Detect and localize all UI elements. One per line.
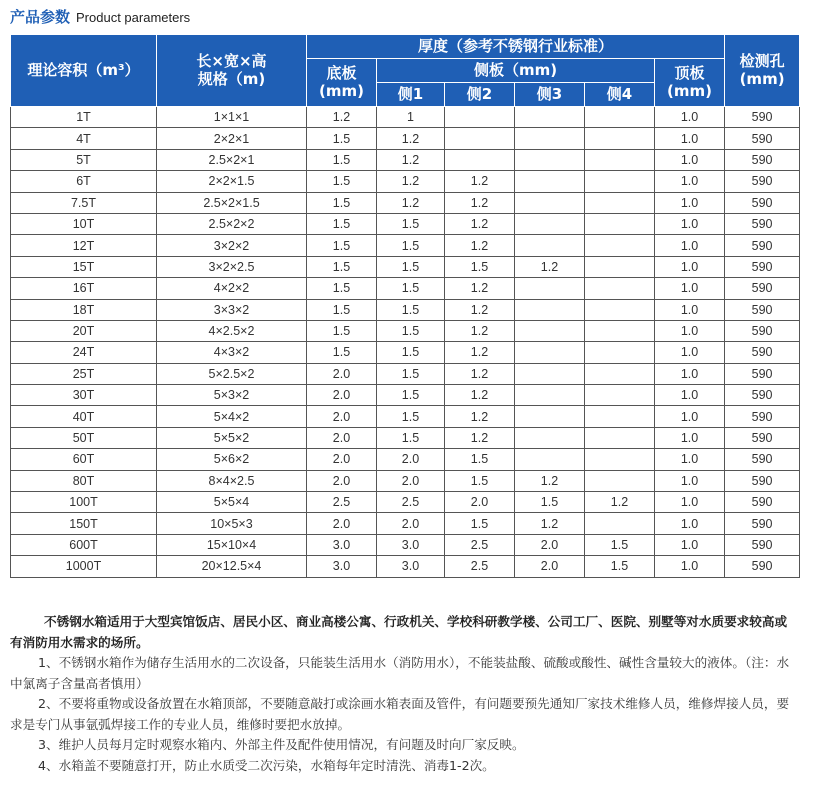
cell-side-4 bbox=[585, 107, 655, 128]
cell-dimensions: 20×12.5×4 bbox=[157, 556, 307, 577]
table-row bbox=[11, 299, 800, 320]
cell-top: 1.0 bbox=[655, 320, 725, 341]
table-row bbox=[11, 492, 800, 513]
cell-hole: 590 bbox=[725, 470, 800, 491]
cell-bottom: 1.5 bbox=[307, 128, 377, 149]
cell-top: 1.0 bbox=[655, 363, 725, 384]
cell-side-2: 1.2 bbox=[445, 342, 515, 363]
table-row bbox=[11, 513, 800, 534]
cell-top: 1.0 bbox=[655, 385, 725, 406]
cell-side-3 bbox=[515, 278, 585, 299]
cell-capacity: 5T bbox=[11, 149, 157, 170]
cell-bottom: 1.5 bbox=[307, 171, 377, 192]
header-hole-line1: 检测孔 bbox=[739, 52, 785, 71]
cell-side-4: 1.2 bbox=[585, 492, 655, 513]
cell-hole: 590 bbox=[725, 492, 800, 513]
table-row bbox=[11, 427, 800, 448]
cell-capacity: 12T bbox=[11, 235, 157, 256]
cell-capacity: 20T bbox=[11, 320, 157, 341]
usage-notes bbox=[10, 612, 799, 776]
header-side-4: 侧4 bbox=[585, 83, 655, 107]
cell-side-1: 1.5 bbox=[377, 342, 445, 363]
cell-side-3 bbox=[515, 320, 585, 341]
section-title bbox=[10, 6, 190, 28]
cell-capacity: 80T bbox=[11, 470, 157, 491]
cell-hole: 590 bbox=[725, 171, 800, 192]
cell-top: 1.0 bbox=[655, 171, 725, 192]
cell-side-4 bbox=[585, 470, 655, 491]
header-dimensions-line2: 规格（m) bbox=[197, 69, 266, 88]
cell-capacity: 6T bbox=[11, 171, 157, 192]
header-inspection-hole bbox=[725, 35, 800, 107]
table-row bbox=[11, 534, 800, 555]
cell-side-4 bbox=[585, 363, 655, 384]
cell-top: 1.0 bbox=[655, 107, 725, 128]
note-item-3: 3、维护人员每月定时观察水箱内、外部主件及配件使用情况，有问题及时向厂家反映。 bbox=[38, 737, 525, 752]
cell-side-1: 3.0 bbox=[377, 534, 445, 555]
cell-capacity: 40T bbox=[11, 406, 157, 427]
cell-dimensions: 3×3×2 bbox=[157, 299, 307, 320]
table-row bbox=[11, 128, 800, 149]
cell-side-4 bbox=[585, 299, 655, 320]
cell-side-3 bbox=[515, 235, 585, 256]
cell-side-3: 1.5 bbox=[515, 492, 585, 513]
cell-side-3 bbox=[515, 192, 585, 213]
cell-side-1: 1 bbox=[377, 107, 445, 128]
cell-side-3: 1.2 bbox=[515, 256, 585, 277]
note-item-1: 1、不锈钢水箱作为储存生活用水的二次设备，只能装生活用水（消防用水），不能装盐酸、硫酸或酸性、碱性含量较大的液体。（注：水中氯离子含量高者慎用） bbox=[10, 655, 790, 691]
header-side-3: 侧3 bbox=[515, 83, 585, 107]
cell-dimensions: 10×5×3 bbox=[157, 513, 307, 534]
cell-top: 1.0 bbox=[655, 449, 725, 470]
header-top-line2: (mm) bbox=[667, 81, 713, 100]
note-item-2: 2、不要将重物或设备放置在水箱顶部，不要随意敲打或涂画水箱表面及管件，有问题要预先通知厂家技术维修人员，维修焊接人员，要求是专门从事氩弧焊接工作的专业人员，维修时要把水放掉。 bbox=[10, 696, 790, 732]
table-row bbox=[11, 149, 800, 170]
cell-side-2: 1.2 bbox=[445, 363, 515, 384]
cell-side-4: 1.5 bbox=[585, 534, 655, 555]
table-row bbox=[11, 363, 800, 384]
cell-side-2: 2.0 bbox=[445, 492, 515, 513]
cell-side-1: 1.5 bbox=[377, 406, 445, 427]
cell-bottom: 1.5 bbox=[307, 192, 377, 213]
cell-side-2: 1.2 bbox=[445, 213, 515, 234]
header-dimensions bbox=[157, 35, 307, 107]
cell-top: 1.0 bbox=[655, 556, 725, 577]
cell-side-2: 1.2 bbox=[445, 235, 515, 256]
title-en: Product parameters bbox=[76, 10, 191, 25]
table-row bbox=[11, 192, 800, 213]
cell-hole: 590 bbox=[725, 235, 800, 256]
cell-capacity: 60T bbox=[11, 449, 157, 470]
cell-hole: 590 bbox=[725, 427, 800, 448]
cell-dimensions: 3×2×2.5 bbox=[157, 256, 307, 277]
cell-side-2: 1.2 bbox=[445, 427, 515, 448]
cell-dimensions: 2×2×1 bbox=[157, 128, 307, 149]
cell-capacity: 25T bbox=[11, 363, 157, 384]
cell-side-1: 1.5 bbox=[377, 213, 445, 234]
cell-side-1: 1.2 bbox=[377, 128, 445, 149]
cell-side-4 bbox=[585, 342, 655, 363]
cell-dimensions: 5×5×2 bbox=[157, 427, 307, 448]
cell-capacity: 10T bbox=[11, 213, 157, 234]
cell-hole: 590 bbox=[725, 385, 800, 406]
cell-capacity: 4T bbox=[11, 128, 157, 149]
cell-bottom: 1.2 bbox=[307, 107, 377, 128]
cell-top: 1.0 bbox=[655, 192, 725, 213]
cell-side-2: 1.5 bbox=[445, 513, 515, 534]
table-row bbox=[11, 406, 800, 427]
cell-top: 1.0 bbox=[655, 278, 725, 299]
cell-capacity: 1000T bbox=[11, 556, 157, 577]
cell-bottom: 2.0 bbox=[307, 470, 377, 491]
cell-side-3 bbox=[515, 449, 585, 470]
cell-side-1: 3.0 bbox=[377, 556, 445, 577]
cell-dimensions: 5×3×2 bbox=[157, 385, 307, 406]
cell-side-4 bbox=[585, 320, 655, 341]
cell-top: 1.0 bbox=[655, 427, 725, 448]
cell-capacity: 7.5T bbox=[11, 192, 157, 213]
table-row bbox=[11, 213, 800, 234]
cell-side-4 bbox=[585, 406, 655, 427]
note-item-4: 4、水箱盖不要随意打开，防止水质受二次污染，水箱每年定时清洗、消毒1-2次。 bbox=[38, 757, 495, 773]
cell-side-3 bbox=[515, 128, 585, 149]
cell-capacity: 16T bbox=[11, 278, 157, 299]
cell-side-2: 1.5 bbox=[445, 470, 515, 491]
cell-top: 1.0 bbox=[655, 406, 725, 427]
cell-capacity: 50T bbox=[11, 427, 157, 448]
table-body bbox=[11, 107, 800, 578]
header-side-plate: 侧板（mm) bbox=[377, 59, 655, 83]
cell-side-1: 1.5 bbox=[377, 385, 445, 406]
cell-capacity: 30T bbox=[11, 385, 157, 406]
cell-side-2: 1.2 bbox=[445, 278, 515, 299]
header-thickness: 厚度（参考不锈钢行业标准） bbox=[307, 35, 725, 59]
cell-side-3 bbox=[515, 213, 585, 234]
cell-side-1: 2.5 bbox=[377, 492, 445, 513]
cell-side-2 bbox=[445, 149, 515, 170]
cell-side-1: 1.5 bbox=[377, 299, 445, 320]
cell-side-4 bbox=[585, 128, 655, 149]
table-row bbox=[11, 256, 800, 277]
cell-hole: 590 bbox=[725, 342, 800, 363]
cell-capacity: 15T bbox=[11, 256, 157, 277]
cell-side-1: 1.5 bbox=[377, 427, 445, 448]
cell-hole: 590 bbox=[725, 256, 800, 277]
cell-side-2: 2.5 bbox=[445, 534, 515, 555]
cell-top: 1.0 bbox=[655, 213, 725, 234]
cell-capacity: 150T bbox=[11, 513, 157, 534]
cell-top: 1.0 bbox=[655, 513, 725, 534]
cell-bottom: 2.0 bbox=[307, 385, 377, 406]
cell-bottom: 1.5 bbox=[307, 235, 377, 256]
cell-bottom: 2.0 bbox=[307, 406, 377, 427]
cell-side-1: 2.0 bbox=[377, 449, 445, 470]
cell-bottom: 3.0 bbox=[307, 556, 377, 577]
cell-dimensions: 2.5×2×1 bbox=[157, 149, 307, 170]
cell-dimensions: 15×10×4 bbox=[157, 534, 307, 555]
cell-side-2: 1.2 bbox=[445, 385, 515, 406]
cell-side-1: 1.5 bbox=[377, 278, 445, 299]
cell-hole: 590 bbox=[725, 128, 800, 149]
cell-bottom: 1.5 bbox=[307, 299, 377, 320]
cell-side-4 bbox=[585, 427, 655, 448]
cell-bottom: 2.0 bbox=[307, 427, 377, 448]
table-row bbox=[11, 235, 800, 256]
header-top-line1: 顶板 bbox=[674, 64, 705, 83]
cell-side-4 bbox=[585, 235, 655, 256]
cell-hole: 590 bbox=[725, 406, 800, 427]
cell-side-3 bbox=[515, 107, 585, 128]
cell-top: 1.0 bbox=[655, 299, 725, 320]
cell-hole: 590 bbox=[725, 107, 800, 128]
cell-bottom: 2.5 bbox=[307, 492, 377, 513]
cell-side-2: 1.2 bbox=[445, 171, 515, 192]
cell-bottom: 2.0 bbox=[307, 449, 377, 470]
header-bottom-line1: 底板 bbox=[326, 64, 357, 83]
cell-side-3 bbox=[515, 149, 585, 170]
cell-side-2: 1.2 bbox=[445, 406, 515, 427]
cell-side-3 bbox=[515, 385, 585, 406]
cell-dimensions: 2.5×2×1.5 bbox=[157, 192, 307, 213]
cell-side-4 bbox=[585, 149, 655, 170]
table-row bbox=[11, 556, 800, 577]
cell-side-4 bbox=[585, 449, 655, 470]
cell-dimensions: 5×2.5×2 bbox=[157, 363, 307, 384]
cell-hole: 590 bbox=[725, 192, 800, 213]
cell-side-3 bbox=[515, 171, 585, 192]
cell-top: 1.0 bbox=[655, 256, 725, 277]
cell-side-3: 2.0 bbox=[515, 534, 585, 555]
cell-hole: 590 bbox=[725, 449, 800, 470]
cell-top: 1.0 bbox=[655, 470, 725, 491]
cell-dimensions: 8×4×2.5 bbox=[157, 470, 307, 491]
table-row bbox=[11, 107, 800, 128]
cell-side-3: 1.2 bbox=[515, 513, 585, 534]
cell-top: 1.0 bbox=[655, 128, 725, 149]
cell-side-2 bbox=[445, 128, 515, 149]
cell-side-1: 1.2 bbox=[377, 149, 445, 170]
cell-dimensions: 5×4×2 bbox=[157, 406, 307, 427]
cell-side-1: 2.0 bbox=[377, 513, 445, 534]
cell-side-2: 2.5 bbox=[445, 556, 515, 577]
cell-bottom: 2.0 bbox=[307, 363, 377, 384]
cell-bottom: 1.5 bbox=[307, 213, 377, 234]
header-top-plate bbox=[655, 59, 725, 107]
cell-bottom: 2.0 bbox=[307, 513, 377, 534]
cell-side-3 bbox=[515, 299, 585, 320]
cell-side-1: 1.2 bbox=[377, 171, 445, 192]
cell-side-1: 1.5 bbox=[377, 363, 445, 384]
cell-top: 1.0 bbox=[655, 534, 725, 555]
cell-hole: 590 bbox=[725, 213, 800, 234]
cell-top: 1.0 bbox=[655, 342, 725, 363]
cell-side-2: 1.2 bbox=[445, 299, 515, 320]
cell-side-1: 1.2 bbox=[377, 192, 445, 213]
cell-hole: 590 bbox=[725, 363, 800, 384]
cell-side-2: 1.2 bbox=[445, 320, 515, 341]
cell-bottom: 1.5 bbox=[307, 256, 377, 277]
cell-dimensions: 5×6×2 bbox=[157, 449, 307, 470]
cell-dimensions: 3×2×2 bbox=[157, 235, 307, 256]
cell-hole: 590 bbox=[725, 534, 800, 555]
cell-bottom: 1.5 bbox=[307, 278, 377, 299]
cell-side-4 bbox=[585, 213, 655, 234]
table-row bbox=[11, 449, 800, 470]
cell-side-1: 2.0 bbox=[377, 470, 445, 491]
cell-side-4 bbox=[585, 278, 655, 299]
cell-side-4 bbox=[585, 171, 655, 192]
cell-side-3: 2.0 bbox=[515, 556, 585, 577]
cell-side-4 bbox=[585, 256, 655, 277]
header-bottom-plate bbox=[307, 59, 377, 107]
cell-dimensions: 2.5×2×2 bbox=[157, 213, 307, 234]
cell-side-1: 1.5 bbox=[377, 235, 445, 256]
cell-hole: 590 bbox=[725, 299, 800, 320]
cell-dimensions: 2×2×1.5 bbox=[157, 171, 307, 192]
table-row bbox=[11, 171, 800, 192]
cell-side-4 bbox=[585, 192, 655, 213]
cell-dimensions: 5×5×4 bbox=[157, 492, 307, 513]
cell-side-4 bbox=[585, 385, 655, 406]
cell-side-4 bbox=[585, 513, 655, 534]
table-row bbox=[11, 278, 800, 299]
cell-hole: 590 bbox=[725, 513, 800, 534]
table-row bbox=[11, 320, 800, 341]
cell-bottom: 1.5 bbox=[307, 320, 377, 341]
cell-bottom: 3.0 bbox=[307, 534, 377, 555]
cell-capacity: 1T bbox=[11, 107, 157, 128]
cell-dimensions: 1×1×1 bbox=[157, 107, 307, 128]
header-hole-line2: (mm) bbox=[739, 69, 785, 88]
cell-hole: 590 bbox=[725, 149, 800, 170]
cell-side-1: 1.5 bbox=[377, 256, 445, 277]
cell-dimensions: 4×2×2 bbox=[157, 278, 307, 299]
cell-hole: 590 bbox=[725, 556, 800, 577]
header-bottom-line2: (mm) bbox=[319, 81, 364, 100]
cell-bottom: 1.5 bbox=[307, 342, 377, 363]
cell-top: 1.0 bbox=[655, 492, 725, 513]
cell-top: 1.0 bbox=[655, 235, 725, 256]
cell-capacity: 18T bbox=[11, 299, 157, 320]
table-row bbox=[11, 470, 800, 491]
cell-hole: 590 bbox=[725, 278, 800, 299]
cell-dimensions: 4×3×2 bbox=[157, 342, 307, 363]
title-zh: 产品参数 bbox=[10, 8, 71, 26]
table-row bbox=[11, 385, 800, 406]
cell-side-3 bbox=[515, 342, 585, 363]
cell-side-3 bbox=[515, 427, 585, 448]
cell-capacity: 100T bbox=[11, 492, 157, 513]
cell-side-3 bbox=[515, 406, 585, 427]
cell-capacity: 24T bbox=[11, 342, 157, 363]
header-side-1: 侧1 bbox=[377, 83, 445, 107]
cell-side-4: 1.5 bbox=[585, 556, 655, 577]
cell-side-2 bbox=[445, 107, 515, 128]
cell-bottom: 1.5 bbox=[307, 149, 377, 170]
product-parameters-table bbox=[10, 34, 800, 578]
table-row bbox=[11, 342, 800, 363]
header-capacity: 理论容积（m³） bbox=[11, 35, 157, 107]
cell-side-1: 1.5 bbox=[377, 320, 445, 341]
cell-hole: 590 bbox=[725, 320, 800, 341]
cell-side-3 bbox=[515, 363, 585, 384]
cell-side-2: 1.2 bbox=[445, 192, 515, 213]
cell-dimensions: 4×2.5×2 bbox=[157, 320, 307, 341]
header-dimensions-line1: 长×宽×高 bbox=[196, 52, 267, 71]
header-side-2: 侧2 bbox=[445, 83, 515, 107]
cell-side-2: 1.5 bbox=[445, 449, 515, 470]
cell-top: 1.0 bbox=[655, 149, 725, 170]
cell-capacity: 600T bbox=[11, 534, 157, 555]
cell-side-2: 1.5 bbox=[445, 256, 515, 277]
cell-side-3: 1.2 bbox=[515, 470, 585, 491]
notes-lead: 不锈钢水箱适用于大型宾馆饭店、居民小区、商业高楼公寓、行政机关、学校科研教学楼、公司工厂、医院、别墅等对水质要求较高或有消防用水需求的场所。 bbox=[10, 614, 788, 650]
